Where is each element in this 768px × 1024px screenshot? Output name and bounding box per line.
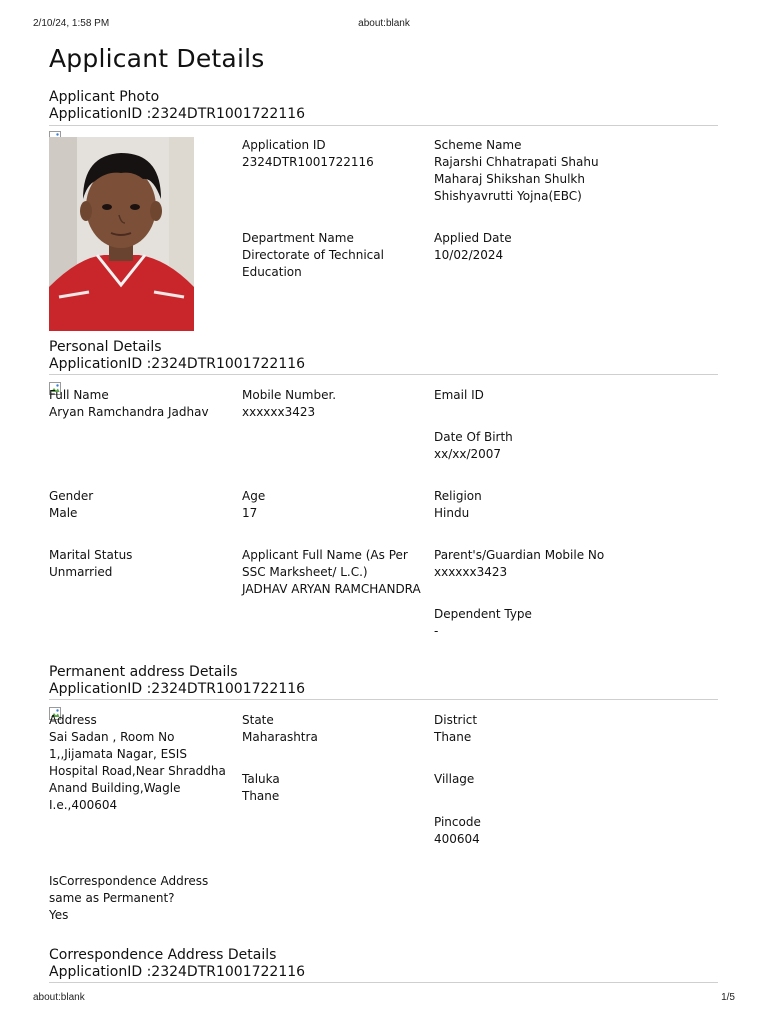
field-value: Hindu: [434, 506, 470, 520]
field-label: State: [242, 713, 274, 727]
field-email-id: [434, 387, 624, 404]
section-divider: [49, 699, 718, 700]
field-district: [434, 712, 624, 746]
field-label: Pincode: [434, 815, 481, 829]
field-guardian-mobile: [434, 547, 624, 581]
applicant-photo: [49, 137, 194, 331]
section-title-personal: Personal Details: [49, 339, 162, 355]
print-url: about:blank: [358, 18, 410, 29]
field-value: 17: [242, 506, 258, 520]
field-state: [242, 712, 432, 746]
field-value: Directorate of Technical Education: [242, 248, 384, 279]
field-label: IsCorrespondence Address same as Permanent?: [49, 874, 209, 905]
section-appid-personal: ApplicationID :2324DTR1001722116: [49, 356, 306, 372]
field-value: Yes: [49, 908, 69, 922]
field-scheme-name: [434, 137, 604, 205]
field-value: JADHAV ARYAN RAMCHANDRA: [242, 582, 421, 596]
field-applied-date: [434, 230, 624, 264]
field-label: Gender: [49, 489, 94, 503]
field-value: 10/02/2024: [434, 248, 504, 262]
section-appid-photo: ApplicationID :2324DTR1001722116: [49, 106, 306, 122]
field-value: Rajarshi Chhatrapati Shahu Maharaj Shikshan Shulkh Shishyavrutti Yojna(EBC): [434, 155, 599, 203]
field-label: Full Name: [49, 388, 109, 402]
field-label: Email ID: [434, 388, 484, 402]
field-value: xx/xx/2007: [434, 447, 502, 461]
section-title-photo: Applicant Photo: [49, 89, 160, 105]
page-number: 1/5: [721, 992, 735, 1003]
field-value: Aryan Ramchandra Jadhav: [49, 405, 209, 419]
field-is-correspondence-same: [49, 873, 241, 924]
field-label: Application ID: [242, 138, 326, 152]
field-dependent-type: [434, 606, 624, 640]
field-label: Dependent Type: [434, 607, 532, 621]
field-address: [49, 712, 239, 814]
field-label: Address: [49, 713, 97, 727]
field-department-name: [242, 230, 402, 281]
field-value: Sai Sadan , Room No 1,,Jijamata Nagar, ESIS Hospital Road,Near Shraddha Anand Building,Wagle I.e.,400604: [49, 730, 226, 812]
field-label: Applied Date: [434, 231, 512, 245]
section-title-permanent: Permanent address Details: [49, 664, 238, 680]
field-value: Male: [49, 506, 78, 520]
field-mobile-number: [242, 387, 432, 421]
field-label: Parent's/Guardian Mobile No: [434, 548, 605, 562]
field-value: xxxxxx3423: [434, 565, 508, 579]
field-marital-status: [49, 547, 239, 581]
field-label: Applicant Full Name (As Per SSC Marksheet/ L.C.): [242, 548, 408, 579]
field-gender: [49, 488, 239, 522]
field-date-of-birth: [434, 429, 624, 463]
section-title-correspondence: Correspondence Address Details: [49, 947, 277, 963]
field-value: 400604: [434, 832, 480, 846]
field-label: Village: [434, 772, 475, 786]
section-divider: [49, 982, 718, 983]
field-label: Mobile Number.: [242, 388, 337, 402]
print-datetime: 2/10/24, 1:58 PM: [33, 18, 110, 29]
section-divider: [49, 125, 718, 126]
page-title: Applicant Details: [49, 44, 265, 73]
field-label: Scheme Name: [434, 138, 522, 152]
field-label: District: [434, 713, 478, 727]
field-value: -: [434, 624, 439, 638]
field-label: Date Of Birth: [434, 430, 513, 444]
field-value: Thane: [434, 730, 472, 744]
section-divider: [49, 374, 718, 375]
field-age: [242, 488, 432, 522]
field-label: Taluka: [242, 772, 280, 786]
section-appid-permanent: ApplicationID :2324DTR1001722116: [49, 681, 306, 697]
field-label: Age: [242, 489, 266, 503]
field-label: Religion: [434, 489, 482, 503]
field-value: Thane: [242, 789, 280, 803]
field-application-id: [242, 137, 432, 171]
field-label: Marital Status: [49, 548, 133, 562]
field-value: Unmarried: [49, 565, 113, 579]
field-ssc-full-name: [242, 547, 434, 598]
field-value: Maharashtra: [242, 730, 318, 744]
field-full-name: [49, 387, 239, 421]
field-pincode: [434, 814, 624, 848]
print-footer-url: about:blank: [33, 992, 85, 1003]
field-value: 2324DTR1001722116: [242, 155, 374, 169]
field-label: Department Name: [242, 231, 354, 245]
field-religion: [434, 488, 624, 522]
field-taluka: [242, 771, 432, 805]
field-value: xxxxxx3423: [242, 405, 316, 419]
field-village: [434, 771, 624, 788]
section-appid-correspondence: ApplicationID :2324DTR1001722116: [49, 964, 306, 980]
